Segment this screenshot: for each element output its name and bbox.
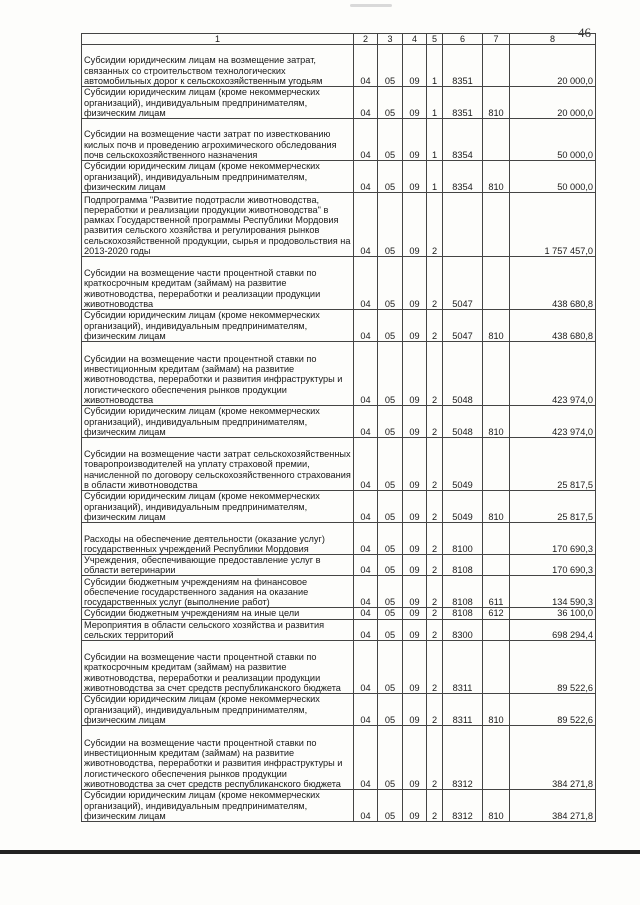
cell-col2: 04 — [354, 342, 378, 406]
cell-amount: 50 000,0 — [510, 119, 596, 161]
cell-name: Субсидии на возмещение части процентной ставки по краткосрочным кредитам (займам) на развитие животноводства, переработки и реализации продукции животноводства — [82, 257, 354, 310]
cell-col6 — [443, 193, 483, 257]
cell-name: Расходы на обеспечение деятельности (оказание услуг) государственных учреждений Республики Мордовия — [82, 523, 354, 555]
cell-col2: 04 — [354, 790, 378, 822]
cell-name: Подпрограмма "Развитие подотрасли животноводства, переработки и реализации продукции животноводства" в рамках Государственной программы Республики Мордовия развития сельского хозяйства и регулирования рынков сельскохозяйственной продукции, сырья и продовольствия на 2013-2020 годы — [82, 193, 354, 257]
cell-col2: 04 — [354, 119, 378, 161]
cell-amount: 25 817,5 — [510, 438, 596, 491]
cell-name: Субсидии юридическим лицам на возмещение затрат, связанных со строительством технологических автомобильных дорог к сельскохозяйственным угодьям — [82, 45, 354, 87]
cell-amount: 36 100,0 — [510, 608, 596, 619]
cell-col6: 8300 — [443, 619, 483, 640]
cell-amount: 89 522,6 — [510, 694, 596, 726]
col-header-4: 4 — [403, 34, 427, 45]
col-header-3: 3 — [378, 34, 403, 45]
table-row — [82, 641, 596, 694]
cell-col7: 810 — [483, 87, 510, 119]
cell-col7 — [483, 726, 510, 790]
cell-col3: 05 — [378, 161, 403, 193]
cell-col4: 09 — [403, 87, 427, 119]
cell-col6: 8312 — [443, 790, 483, 822]
cell-col2: 04 — [354, 193, 378, 257]
col-header-6: 6 — [443, 34, 483, 45]
cell-col7 — [483, 342, 510, 406]
cell-amount: 20 000,0 — [510, 45, 596, 87]
cell-col7 — [483, 641, 510, 694]
table-row — [82, 119, 596, 161]
cell-col3: 05 — [378, 119, 403, 161]
table-row — [82, 726, 596, 790]
col-header-8: 8 — [510, 34, 596, 45]
cell-amount: 698 294,4 — [510, 619, 596, 640]
cell-col6: 8100 — [443, 523, 483, 555]
cell-col7: 810 — [483, 694, 510, 726]
cell-col5: 2 — [427, 342, 443, 406]
cell-col3: 05 — [378, 555, 403, 576]
cell-name: Субсидии юридическим лицам (кроме некоммерческих организаций), индивидуальным предпринимателям, физическим лицам — [82, 406, 354, 438]
cell-col3: 05 — [378, 523, 403, 555]
cell-col3: 05 — [378, 87, 403, 119]
cell-col2: 04 — [354, 161, 378, 193]
cell-col2: 04 — [354, 694, 378, 726]
cell-col2: 04 — [354, 310, 378, 342]
cell-col4: 09 — [403, 641, 427, 694]
table-row — [82, 555, 596, 576]
cell-col5: 1 — [427, 161, 443, 193]
table-row — [82, 619, 596, 640]
cell-col5: 2 — [427, 790, 443, 822]
cell-col2: 04 — [354, 619, 378, 640]
cell-col5: 2 — [427, 694, 443, 726]
cell-col5: 1 — [427, 87, 443, 119]
table-row — [82, 310, 596, 342]
cell-col3: 05 — [378, 790, 403, 822]
cell-col2: 04 — [354, 45, 378, 87]
cell-amount: 384 271,8 — [510, 790, 596, 822]
cell-name: Субсидии юридическим лицам (кроме некоммерческих организаций), индивидуальным предпринимателям, физическим лицам — [82, 161, 354, 193]
cell-name: Субсидии бюджетным учреждениям на иные цели — [82, 608, 354, 619]
cell-col3: 05 — [378, 726, 403, 790]
cell-amount: 170 690,3 — [510, 555, 596, 576]
cell-amount: 25 817,5 — [510, 491, 596, 523]
cell-col4: 09 — [403, 45, 427, 87]
cell-name: Субсидии юридическим лицам (кроме некоммерческих организаций), индивидуальным предпринимателям, физическим лицам — [82, 310, 354, 342]
cell-col7 — [483, 555, 510, 576]
cell-col2: 04 — [354, 641, 378, 694]
cell-col4: 09 — [403, 523, 427, 555]
table-row — [82, 257, 596, 310]
cell-col2: 04 — [354, 726, 378, 790]
cell-col6: 5049 — [443, 438, 483, 491]
cell-col3: 05 — [378, 576, 403, 608]
cell-col5: 2 — [427, 641, 443, 694]
cell-col3: 05 — [378, 694, 403, 726]
cell-name: Субсидии на возмещение части процентной ставки по инвестиционным кредитам (займам) на развитие животноводства, переработки и развития инфраструктуры и логистического обеспечения рынков продукции животноводства — [82, 342, 354, 406]
cell-col3: 05 — [378, 641, 403, 694]
cell-col4: 09 — [403, 491, 427, 523]
cell-col6: 8108 — [443, 608, 483, 619]
cell-col5: 2 — [427, 608, 443, 619]
cell-col2: 04 — [354, 523, 378, 555]
cell-col5: 1 — [427, 119, 443, 161]
cell-name: Субсидии юридическим лицам (кроме некоммерческих организаций), индивидуальным предпринимателям, физическим лицам — [82, 790, 354, 822]
cell-amount: 89 522,6 — [510, 641, 596, 694]
cell-col5: 2 — [427, 438, 443, 491]
cell-col3: 05 — [378, 608, 403, 619]
cell-name: Субсидии на возмещение части процентной ставки по инвестиционным кредитам (займам) на развитие животноводства, переработки и развития инфраструктуры и логистического обеспечения рынков продукции животноводства за счет средств республиканского бюджета — [82, 726, 354, 790]
col-header-5: 5 — [427, 34, 443, 45]
cell-col5: 1 — [427, 45, 443, 87]
cell-col2: 04 — [354, 491, 378, 523]
table-row — [82, 491, 596, 523]
scan-smudge — [350, 4, 392, 7]
cell-col6: 8351 — [443, 45, 483, 87]
cell-col7: 810 — [483, 790, 510, 822]
cell-col7 — [483, 193, 510, 257]
cell-col7: 810 — [483, 491, 510, 523]
cell-amount: 438 680,8 — [510, 257, 596, 310]
cell-col4: 09 — [403, 161, 427, 193]
cell-col4: 09 — [403, 342, 427, 406]
cell-col5: 2 — [427, 726, 443, 790]
cell-col5: 2 — [427, 491, 443, 523]
cell-col3: 05 — [378, 342, 403, 406]
cell-col7 — [483, 257, 510, 310]
cell-col4: 09 — [403, 555, 427, 576]
table-row — [82, 790, 596, 822]
cell-col6: 8354 — [443, 161, 483, 193]
cell-col6: 5049 — [443, 491, 483, 523]
cell-col2: 04 — [354, 555, 378, 576]
table-row — [82, 576, 596, 608]
cell-col4: 09 — [403, 726, 427, 790]
scan-bottom-edge — [0, 850, 640, 854]
cell-col5: 2 — [427, 576, 443, 608]
cell-amount: 423 974,0 — [510, 342, 596, 406]
table-row — [82, 45, 596, 87]
cell-col2: 04 — [354, 608, 378, 619]
cell-col7: 612 — [483, 608, 510, 619]
table-row — [82, 694, 596, 726]
col-header-2: 2 — [354, 34, 378, 45]
cell-col4: 09 — [403, 310, 427, 342]
table-row — [82, 193, 596, 257]
cell-name: Субсидии бюджетным учреждениям на финансовое обеспечение государственного задания на оказание государственных услуг (выполнение работ) — [82, 576, 354, 608]
cell-col4: 09 — [403, 193, 427, 257]
cell-name: Субсидии на возмещение части процентной ставки по краткосрочным кредитам (займам) на развитие животноводства, переработки и реализации продукции животноводства за счет средств республиканского бюджета — [82, 641, 354, 694]
cell-col6: 5048 — [443, 406, 483, 438]
cell-col7: 810 — [483, 406, 510, 438]
cell-col3: 05 — [378, 193, 403, 257]
cell-col4: 09 — [403, 790, 427, 822]
cell-col4: 09 — [403, 694, 427, 726]
cell-col4: 09 — [403, 119, 427, 161]
header-row — [82, 34, 596, 45]
cell-col3: 05 — [378, 438, 403, 491]
cell-col6: 8354 — [443, 119, 483, 161]
cell-col6: 5048 — [443, 342, 483, 406]
page-number: 46 — [578, 25, 591, 40]
cell-col6: 8311 — [443, 641, 483, 694]
table-row — [82, 161, 596, 193]
cell-amount: 20 000,0 — [510, 87, 596, 119]
cell-name: Субсидии юридическим лицам (кроме некоммерческих организаций), индивидуальным предпринимателям, физическим лицам — [82, 694, 354, 726]
cell-col2: 04 — [354, 257, 378, 310]
cell-col4: 09 — [403, 619, 427, 640]
cell-amount: 50 000,0 — [510, 161, 596, 193]
cell-col7 — [483, 619, 510, 640]
col-header-7: 7 — [483, 34, 510, 45]
cell-col6: 8312 — [443, 726, 483, 790]
cell-col7: 810 — [483, 310, 510, 342]
cell-col2: 04 — [354, 406, 378, 438]
cell-col6: 8108 — [443, 576, 483, 608]
cell-name: Учреждения, обеспечивающие предоставление услуг в области ветеринарии — [82, 555, 354, 576]
cell-col7 — [483, 438, 510, 491]
cell-col7 — [483, 523, 510, 555]
cell-col6: 5047 — [443, 257, 483, 310]
cell-col3: 05 — [378, 491, 403, 523]
cell-col5: 2 — [427, 406, 443, 438]
cell-amount: 170 690,3 — [510, 523, 596, 555]
cell-name: Субсидии на возмещение части затрат по известкованию кислых почв и проведению агрохимического обследования почв сельскохозяйственного назначения — [82, 119, 354, 161]
cell-amount: 438 680,8 — [510, 310, 596, 342]
cell-col5: 2 — [427, 619, 443, 640]
cell-col3: 05 — [378, 406, 403, 438]
cell-amount: 134 590,3 — [510, 576, 596, 608]
cell-col2: 04 — [354, 438, 378, 491]
cell-col5: 2 — [427, 193, 443, 257]
cell-col4: 09 — [403, 608, 427, 619]
table-row — [82, 523, 596, 555]
cell-col2: 04 — [354, 576, 378, 608]
cell-name: Субсидии юридическим лицам (кроме некоммерческих организаций), индивидуальным предпринимателям, физическим лицам — [82, 87, 354, 119]
cell-col5: 2 — [427, 310, 443, 342]
cell-col2: 04 — [354, 87, 378, 119]
cell-name: Мероприятия в области сельского хозяйства и развития сельских территорий — [82, 619, 354, 640]
cell-name: Субсидии юридическим лицам (кроме некоммерческих организаций), индивидуальным предпринимателям, физическим лицам — [82, 491, 354, 523]
cell-amount: 1 757 457,0 — [510, 193, 596, 257]
cell-col7: 611 — [483, 576, 510, 608]
cell-amount: 423 974,0 — [510, 406, 596, 438]
table-row — [82, 438, 596, 491]
cell-col5: 2 — [427, 555, 443, 576]
cell-col7 — [483, 45, 510, 87]
cell-name: Субсидии на возмещение части затрат сельскохозяйственных товаропроизводителей на уплату страховой премии, начисленной по договору сельскохозяйственного страхования в области животноводства — [82, 438, 354, 491]
cell-col6: 5047 — [443, 310, 483, 342]
table-row — [82, 87, 596, 119]
cell-col3: 05 — [378, 310, 403, 342]
cell-col4: 09 — [403, 257, 427, 310]
cell-col4: 09 — [403, 576, 427, 608]
budget-table-body — [82, 45, 596, 822]
cell-col3: 05 — [378, 257, 403, 310]
cell-col6: 8311 — [443, 694, 483, 726]
cell-col4: 09 — [403, 406, 427, 438]
cell-col7 — [483, 119, 510, 161]
cell-col6: 8108 — [443, 555, 483, 576]
table-row — [82, 406, 596, 438]
cell-col5: 2 — [427, 257, 443, 310]
col-header-1: 1 — [82, 34, 354, 45]
cell-col7: 810 — [483, 161, 510, 193]
cell-col3: 05 — [378, 45, 403, 87]
cell-col5: 2 — [427, 523, 443, 555]
cell-amount: 384 271,8 — [510, 726, 596, 790]
budget-table — [81, 33, 596, 822]
cell-col6: 8351 — [443, 87, 483, 119]
cell-col3: 05 — [378, 619, 403, 640]
table-row — [82, 608, 596, 619]
table-row — [82, 342, 596, 406]
cell-col4: 09 — [403, 438, 427, 491]
